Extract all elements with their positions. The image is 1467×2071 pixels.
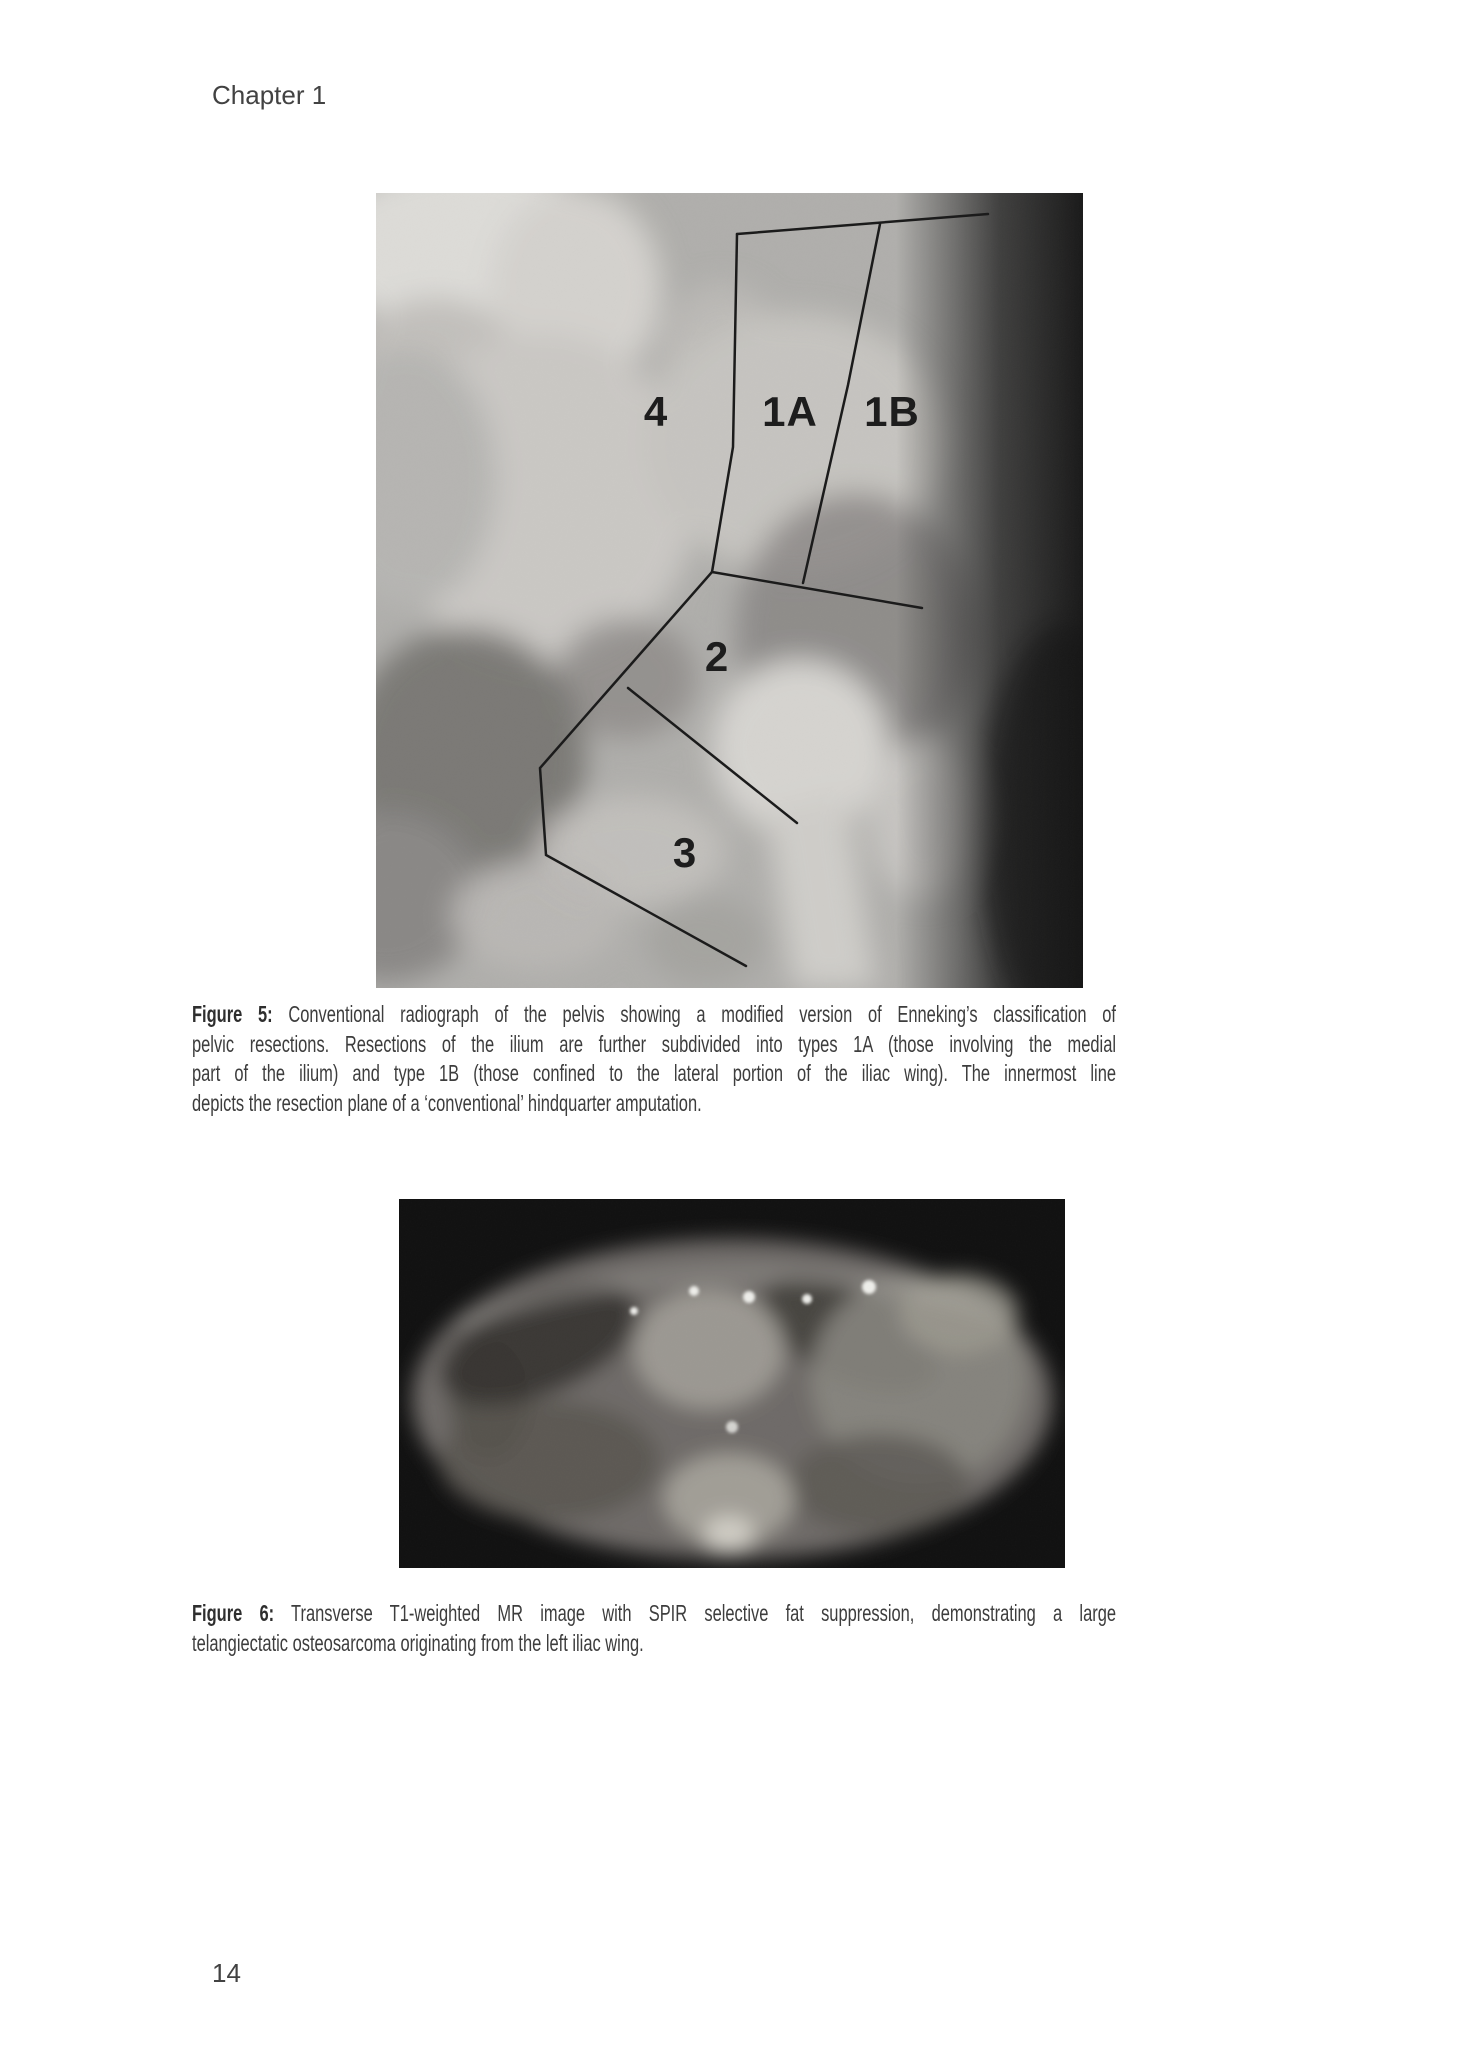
figure5-caption: [192, 1000, 1116, 1118]
caption-line: depicts the resection plane of a ‘conventional’ hindquarter amputation.: [192, 1089, 702, 1116]
radiograph-rendering: [376, 193, 1083, 988]
figure5-label: Figure 5:: [192, 1001, 273, 1027]
xray-region-label-1b: 1B: [864, 388, 920, 435]
xray-region-label-3: 3: [672, 829, 698, 876]
caption-line: pelvic resections. Resections of the ilium are further subdivided into types 1A (those involving the medial: [192, 1030, 1116, 1057]
caption-text: Conventional radiograph of the pelvis showing a modified version of Enneking’s classification of: [272, 1001, 1117, 1027]
chapter-header: Chapter 1: [212, 80, 327, 110]
mri-rendering: [399, 1199, 1065, 1568]
xray-region-label-1a: 1A: [762, 388, 818, 435]
xray-region-label-2: 2: [704, 633, 730, 680]
caption-line: [192, 1000, 1116, 1030]
page-number: 14: [212, 1958, 241, 1988]
figure6-caption: [192, 1599, 1116, 1658]
caption-line: [192, 1599, 1116, 1629]
xray-region-label-4: 4: [643, 388, 669, 435]
figure5-radiograph-image: [376, 193, 1083, 988]
caption-text: Transverse T1-weighted MR image with SPIR selective fat suppression, demonstrating a large: [274, 1600, 1117, 1626]
caption-line: part of the ilium) and type 1B (those confined to the lateral portion of the iliac wing). The innermost line: [192, 1060, 1116, 1086]
figure6-mri-image: [399, 1199, 1065, 1568]
figure6-label: Figure 6:: [192, 1600, 275, 1626]
caption-line: telangiectatic osteosarcoma originating from the left iliac wing.: [192, 1629, 644, 1656]
